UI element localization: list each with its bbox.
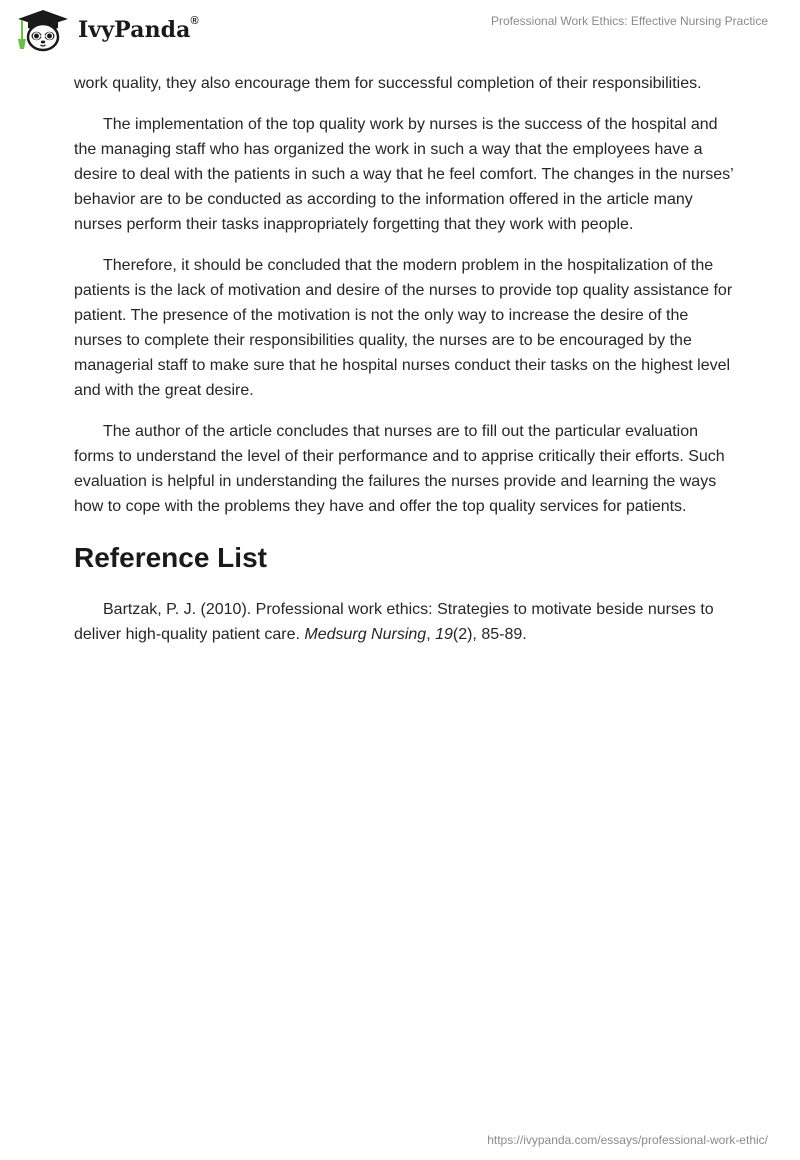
reference-entry bbox=[74, 597, 734, 647]
paragraph-continued: work quality, they also encourage them for successful completion of their responsibilities. bbox=[74, 75, 702, 92]
source-url-link[interactable]: https://ivypanda.com/essays/professional-work-ethic/ bbox=[487, 1133, 768, 1147]
reference-journal: Medsurg Nursing bbox=[304, 626, 427, 643]
brand-logo[interactable] bbox=[14, 8, 199, 52]
paragraph: The author of the article concludes that nurses are to fill out the particular evaluation forms to understand the level of their performance and to apprise critically their efforts. Such evaluation is helpful in understanding the failures the nurses provide and learning the ways how to cope with the problems they have and offer the top quality services for patients. bbox=[74, 423, 725, 515]
document-title: Professional Work Ethics: Effective Nursing Practice bbox=[491, 14, 768, 28]
reference-separator: , bbox=[426, 626, 436, 643]
brand-name: IvyPanda bbox=[78, 17, 191, 43]
reference-authors-title: Bartzak, P. J. (2010). Professional work ethics: Strategies to motivate beside nurses to deliver high-quality patient care. bbox=[74, 601, 714, 643]
reference-volume: 19 bbox=[435, 626, 453, 643]
paragraph: The implementation of the top quality work by nurses is the success of the hospital and the managing staff who has organized the work in such a way that the employees have a desire to deal with the patients in such a way that he feel comfort. The changes in the nurses’ behavior are to be conducted as according to the information offered in the article many nurses perform their tasks inappropriately forgetting that they work with people. bbox=[74, 116, 734, 233]
reference-issue-pages: (2), 85-89. bbox=[452, 626, 527, 643]
registered-mark: ® bbox=[190, 15, 199, 27]
reference-list-heading: Reference List bbox=[74, 542, 267, 573]
panda-graduate-icon bbox=[14, 8, 72, 52]
essay-content bbox=[74, 71, 734, 663]
brand-wordmark bbox=[78, 17, 199, 43]
paragraph: Therefore, it should be concluded that the modern problem in the hospitalization of the patients is the lack of motivation and desire of the nurses to provide top quality assistance for patient. The presence of the motivation is not the only way to increase the desire of the nurses to complete their responsibilities quality, the nurses are to be encouraged by the managerial staff to make sure that he hospital nurses conduct their tasks on the highest level and with the great desire. bbox=[74, 257, 733, 399]
